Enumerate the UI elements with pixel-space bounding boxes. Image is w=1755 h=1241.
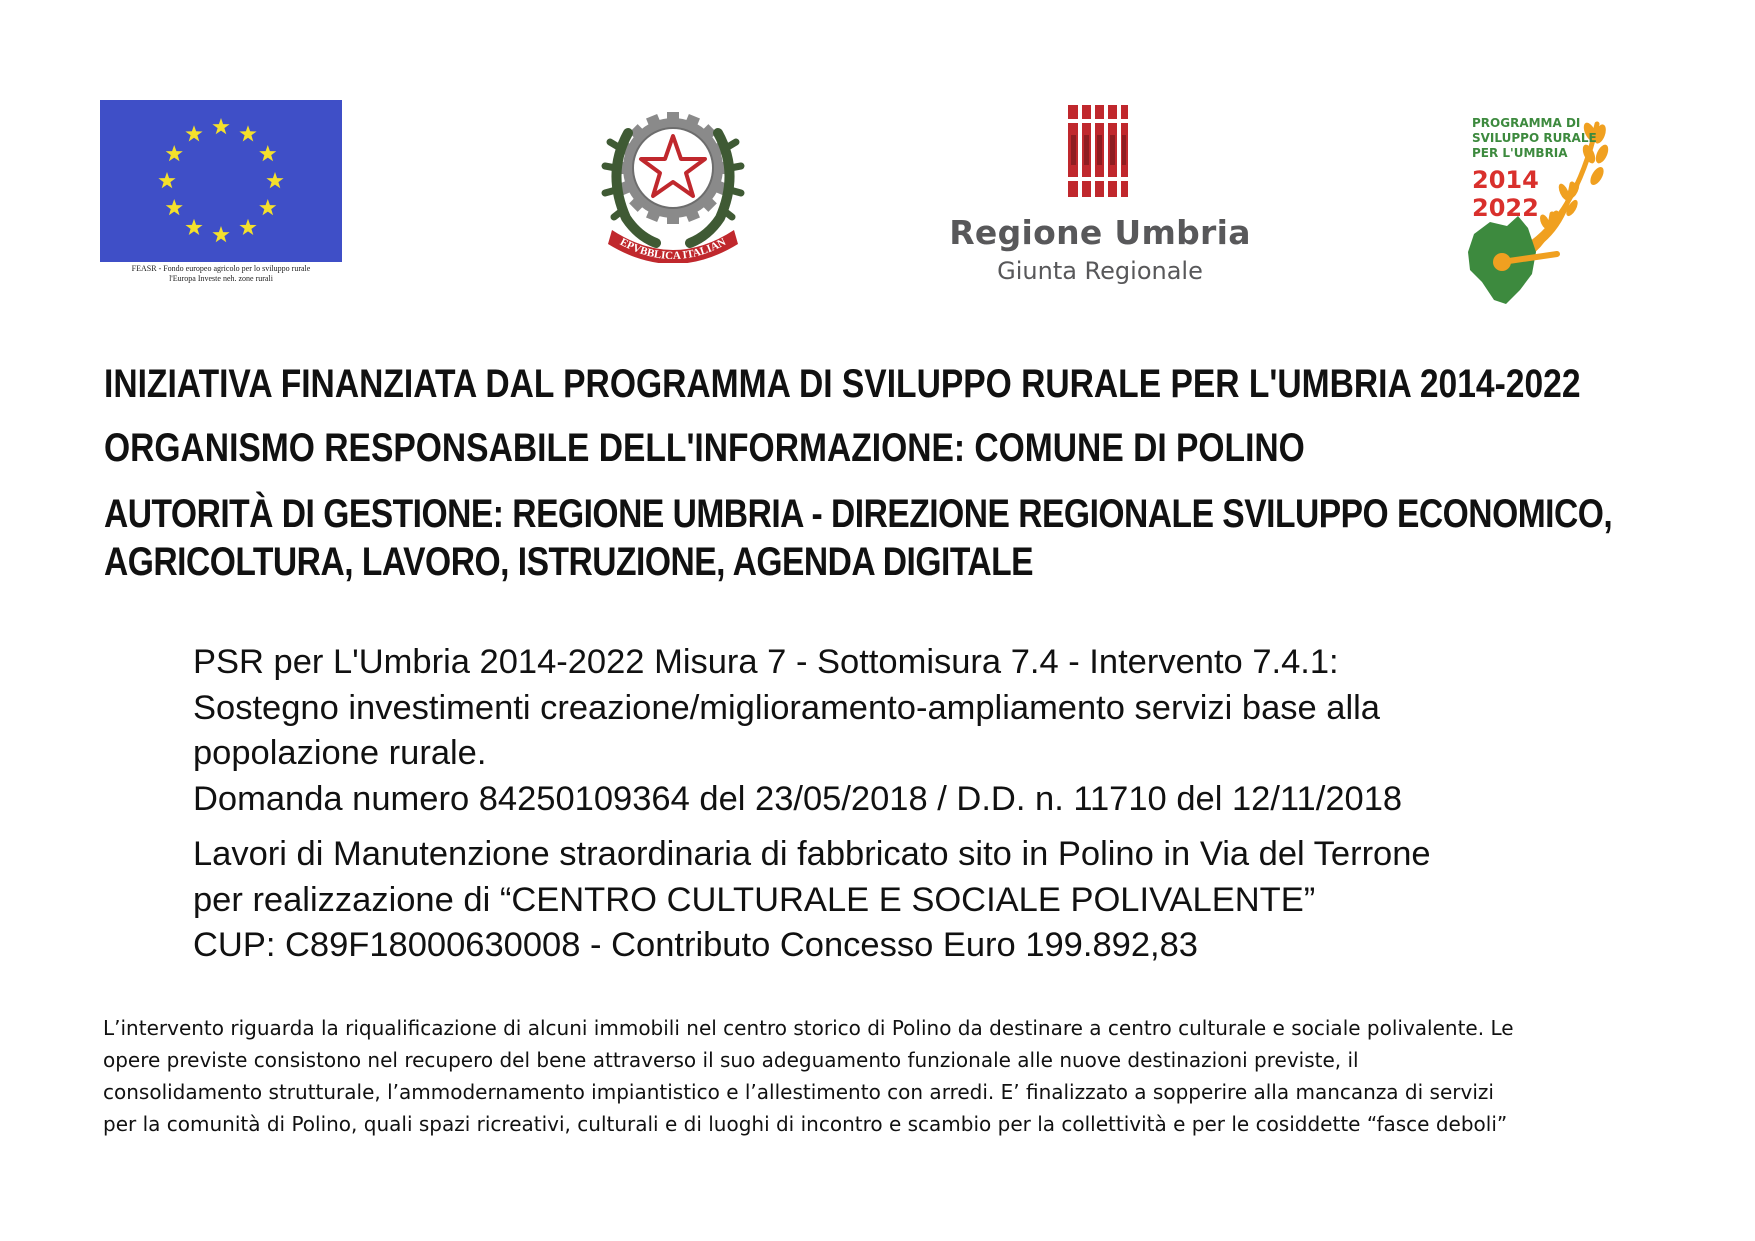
eu-star-icon xyxy=(185,219,202,235)
eu-caption-line2: l'Europa Investe neh. zone rurali xyxy=(169,274,273,283)
eu-star-icon xyxy=(166,145,183,161)
eu-star-icon xyxy=(212,226,229,242)
description-line3: consolidamento strutturale, l’ammodernamento impiantistico e l’allestimento con arredi. E’ finalizzato a sopperire alla mancanza di servizi xyxy=(103,1080,1494,1104)
psr-title-line2: SVILUPPO RURALE xyxy=(1472,131,1597,145)
psr-title xyxy=(1472,116,1597,161)
eu-caption-line1: FEASR - Fondo europeo agricolo per lo sviluppo rurale xyxy=(131,264,311,273)
description-line1: L’intervento riguarda la riqualificazione di alcuni immobili nel centro storico di Polino da destinare a centro culturale e sociale polivalente. Le xyxy=(103,1016,1514,1040)
eu-caption xyxy=(100,264,342,284)
emblem-motto: EPVBBLICA ITALIAN xyxy=(618,236,728,263)
regione-umbria-logo xyxy=(940,105,1260,295)
project-details xyxy=(193,640,1643,969)
regione-name: Regione Umbria xyxy=(949,213,1251,252)
psr-umbria-logo xyxy=(1462,104,1632,309)
psr-years xyxy=(1472,166,1539,222)
psr-year-end: 2022 xyxy=(1472,194,1539,222)
eu-flag-icon xyxy=(100,100,342,262)
detail-cup-contribution: CUP: C89F18000630008 - Contributo Concesso Euro 199.892,83 xyxy=(193,926,1198,964)
detail-measure: PSR per L'Umbria 2014-2022 Misura 7 - Sottomisura 7.4 - Intervento 7.4.1: xyxy=(193,643,1339,681)
eu-star-icon xyxy=(266,172,283,188)
detail-works-purpose: per realizzazione di “CENTRO CULTURALE E SOCIALE POLIVALENTE” xyxy=(193,880,1316,919)
detail-works: Lavori di Manutenzione straordinaria di fabbricato sito in Polino in Via del Terrone xyxy=(193,835,1431,873)
logo-bar xyxy=(0,0,1755,320)
heading-managing-authority-line2: AGRICOLTURA, LAVORO, ISTRUZIONE, AGENDA DIGITALE xyxy=(104,540,1034,584)
eu-star-icon xyxy=(185,125,202,141)
psr-year-start: 2014 xyxy=(1472,166,1539,194)
eu-star-icon xyxy=(259,145,276,161)
eu-star-icon xyxy=(158,172,175,188)
detail-support-cont: popolazione rurale. xyxy=(193,734,487,772)
regione-subtitle: Giunta Regionale xyxy=(997,257,1203,285)
heading-managing-authority xyxy=(104,490,1613,586)
italian-republic-emblem-icon xyxy=(598,98,748,263)
description-line4: per la comunità di Polino, quali spazi ricreativi, culturali e di luoghi di incontro e scambio per la collettività e per le cosiddette “fasce deboli” xyxy=(103,1112,1508,1136)
description-line2: opere previste consistono nel recupero del bene attraverso il suo adeguamento funzionale alle nuove destinazioni previste, il xyxy=(103,1048,1359,1072)
eu-star-icon xyxy=(259,199,276,215)
eu-star-icon xyxy=(239,219,256,235)
eu-star-icon xyxy=(239,125,256,141)
spacer xyxy=(193,822,1643,832)
psr-title-line3: PER L'UMBRIA xyxy=(1472,146,1568,160)
funding-headings xyxy=(104,362,1613,586)
eu-star-icon xyxy=(212,118,229,134)
project-description xyxy=(103,1012,1703,1140)
eu-star-icon xyxy=(166,199,183,215)
heading-responsible-body: ORGANISMO RESPONSABILE DELL'INFORMAZIONE: COMUNE DI POLINO xyxy=(104,426,1305,470)
heading-managing-authority-line1: AUTORITÀ DI GESTIONE: REGIONE UMBRIA - DIREZIONE REGIONALE SVILUPPO ECONOMICO, xyxy=(104,492,1613,536)
psr-title-line1: PROGRAMMA DI xyxy=(1472,116,1581,130)
regione-umbria-icon xyxy=(1068,105,1128,197)
heading-financed-by: INIZIATIVA FINANZIATA DAL PROGRAMMA DI SVILUPPO RURALE PER L'UMBRIA 2014-2022 xyxy=(104,362,1581,406)
detail-application: Domanda numero 84250109364 del 23/05/2018 / D.D. n. 11710 del 12/11/2018 xyxy=(193,779,1403,818)
detail-support: Sostegno investimenti creazione/miglioramento-ampliamento servizi base alla xyxy=(193,688,1380,727)
